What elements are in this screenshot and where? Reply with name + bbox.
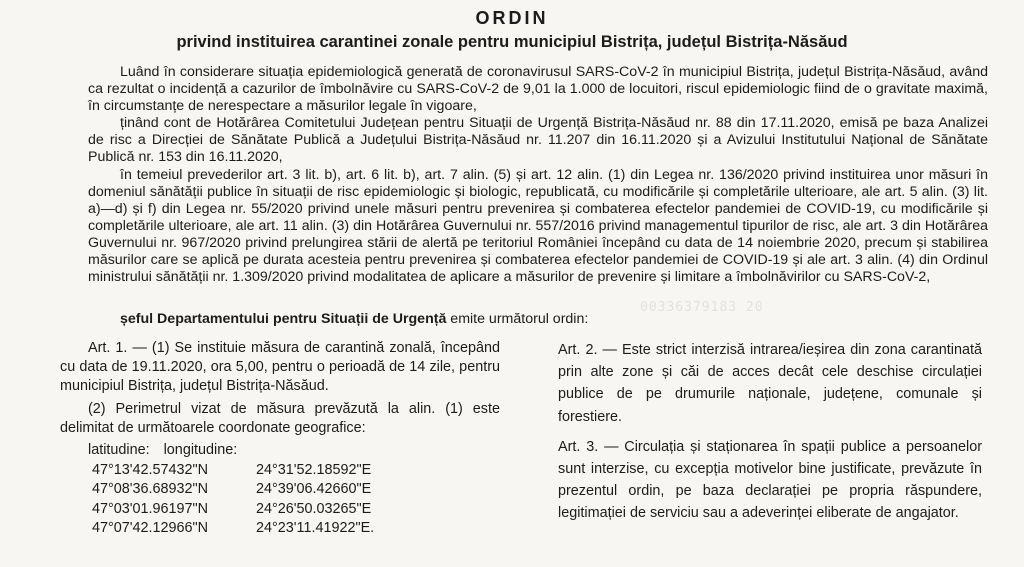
longitude-value: 24°39'06.42660"E: [256, 481, 372, 498]
coordinate-row: [88, 461, 500, 481]
article-1-paragraph-1: Art. 1. — (1) Se instituie măsura de carantină zonală, începând cu data de 19.11.2020, ora 5,00, pentru o perioadă de 14 zile, pentru municipiul Bistrița, județul Bistrița-Năsăud.: [60, 340, 500, 395]
preamble-paragraph-3: în temeiul prevederilor art. 3 lit. b), art. 6 lit. b), art. 7 alin. (5) și art. 12 alin. (1) din Legea nr. 136/2020 privind instituirea unor măsuri în domeniul sănătății publice în situații de risc epidemiologic și biologic, republicată, cu modificările și completările ulterioare, ale art. 5 alin. (3) lit. a)—d) și f) din Legea nr. 55/2020 privind unele măsuri pentru prevenirea și combaterea efectelor pandemiei de COVID-19, cu modificările și completările ulterioare, ale art. 11 alin. (3) din Hotărârea Guvernului nr. 557/2016 privind managementul tipurilor de risc, ale art. 3 din Hotărârea Guvernului nr. 967/2020 privind prelungirea stării de alertă pe teritoriul României începând cu data de 14 noiembrie 2020, precum și stabilirea măsurilor care se aplică pe durata acesteia pentru prevenirea și combaterea efectelor pandemiei de COVID-19 și ale art. 3 alin. (4) din Ordinul ministrului sănătății nr. 1.309/2020 privind modalitatea de aplicare a măsurilor de prevenire și limitare a îmbolnăvirilor cu SARS-CoV-2,: [88, 166, 988, 286]
preamble-paragraph-2: ținând cont de Hotărârea Comitetului Județean pentru Situații de Urgență Bistrița-Năsăud nr. 88 din 17.11.2020, emisă pe baza Analizei de risc a Direcției de Sănătate Publică a Județului Bistrița-Năsăud nr. 11.207 din 16.11.2020 și a Avizului Institutului Național de Sănătate Publică nr. 153 din 16.11.2020,: [88, 115, 988, 166]
article-2: Art. 2. — Este strict interzisă intrarea/ieșirea din zona carantinată prin alte zone și căi de acces decât cele deschise circulației publice de pe drumurile naționale, județene, comunale și forestiere.: [558, 342, 982, 425]
article-3: Art. 3. — Circulația și staționarea în spații publice a persoanelor sunt interzise, cu excepția motivelor bine justificate, prevăzute în prezentul ordin, pe baza declarației pe propria răspundere, legitimației de serviciu sau a adeverinței eliberate de angajator.: [558, 438, 982, 522]
latitude-value: 47°13'42.57432"N: [92, 461, 209, 478]
longitude-header: longitudine:: [163, 442, 238, 459]
latitude-value: 47°03'01.96197"N: [92, 500, 209, 517]
watermark-text: 00336379183 20: [640, 300, 764, 315]
issuer-action: emite următorul ordin:: [446, 311, 589, 327]
coordinate-row: [88, 480, 500, 500]
issuer-title: șeful Departamentului pentru Situații de Urgență: [120, 311, 447, 327]
latitude-header: latitudine:: [88, 442, 150, 459]
document-title: ORDIN: [475, 8, 549, 28]
coordinate-row: [88, 500, 500, 520]
longitude-value: 24°26'50.03265"E: [256, 500, 372, 517]
longitude-value: 24°23'11.41922"E.: [256, 520, 375, 537]
preamble: [88, 64, 988, 286]
coordinate-row: [88, 519, 500, 539]
latitude-value: 47°08'36.68932"N: [92, 481, 209, 498]
latitude-value: 47°07'42.12966"N: [92, 520, 209, 537]
issuer-line: [120, 311, 820, 328]
longitude-value: 24°31'52.18592"E: [256, 461, 372, 478]
coordinates-table: [88, 441, 500, 539]
coordinates-header: [88, 441, 500, 461]
document-subtitle: privind instituirea carantinei zonale pentru municipiul Bistrița, județul Bistrița-Năsăud: [176, 33, 848, 51]
preamble-paragraph-1: Luând în considerare situația epidemiologică generată de coronavirusul SARS-CoV-2 în municipiul Bistrița, județul Bistrița-Năsăud, având ca rezultat o incidență a cazurilor de îmbolnăvire cu SARS-CoV-2 de 9,01 la 1.000 de locuitori, riscul epidemiologic fiind de o gravitate maximă, în circumstanțe de nerespectare a măsurilor legale în vigoare,: [88, 64, 988, 115]
left-column: [60, 339, 500, 539]
right-column: [558, 339, 982, 533]
article-1-paragraph-2: (2) Perimetrul vizat de măsura prevăzută la alin. (1) este delimitat de următoarele coordonate geografice:: [60, 400, 500, 436]
